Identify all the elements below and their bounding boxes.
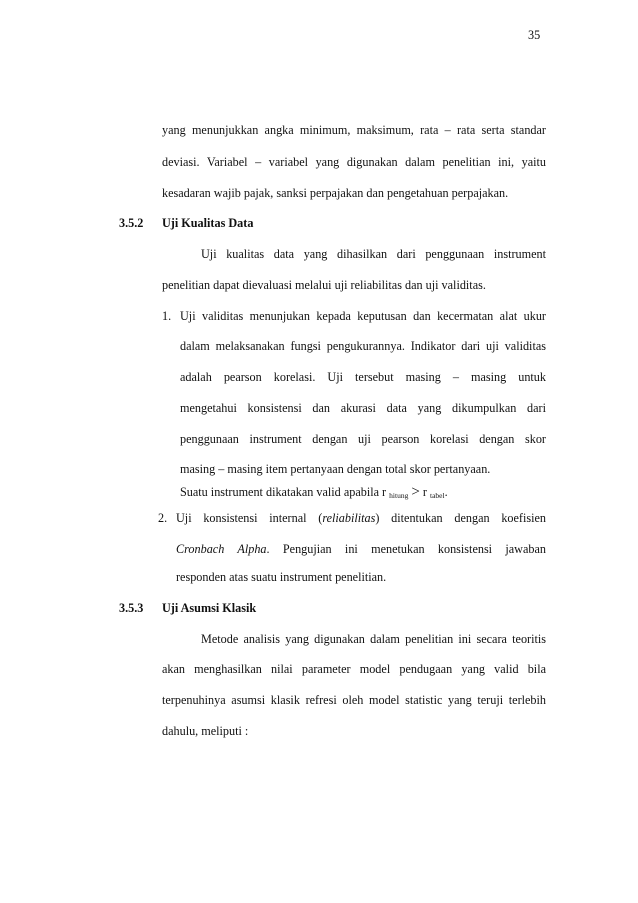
section-heading-3-5-3	[119, 600, 419, 616]
text-segment: ) ditentukan dengan koefisien	[375, 511, 547, 525]
subscript-tabel: tabel	[430, 491, 445, 500]
list-item-line: penggunaan instrument dengan uji pearson korelasi dengan skor	[180, 432, 546, 446]
list-marker: 2.	[158, 511, 168, 525]
paragraph-line: kesadaran wajib pajak, sanksi perpajakan dan pengetahuan perpajakan.	[162, 186, 509, 200]
list-item-line: Uji validitas menunjukan kepada keputusan dan kecermatan alat ukur	[180, 309, 546, 323]
italic-term-reliabilitas: reliabilitas	[322, 511, 376, 525]
valid-condition-line	[180, 484, 448, 500]
subscript-hitung: hitung	[389, 491, 409, 500]
list-item-line: mengetahui konsistensi dan akurasi data yang dikumpulkan dari	[180, 401, 546, 415]
list-item-line: adalah pearson korelasi. Uji tersebut masing – masing untuk	[180, 370, 546, 384]
list-item-line	[176, 510, 546, 526]
r-variable: r	[422, 485, 427, 499]
section-title: Uji Asumsi Klasik	[162, 601, 257, 615]
section-heading-3-5-2	[119, 215, 419, 231]
list-item-line: dalam melaksanakan fungsi pengukurannya. Indikator dari uji validitas	[180, 339, 546, 353]
italic-term-cronbach-alpha: Cronbach Alpha	[176, 542, 267, 556]
section-title: Uji Kualitas Data	[162, 216, 254, 230]
paragraph-line: deviasi. Variabel – variabel yang digunakan dalam penelitian ini, yaitu	[162, 155, 546, 169]
period: .	[444, 485, 448, 499]
list-item-line	[176, 541, 546, 557]
valid-condition-text: Suatu instrument dikatakan valid apabila r	[180, 485, 387, 499]
paragraph-line: penelitian dapat dievaluasi melalui uji reliabilitas dan uji validitas.	[162, 278, 486, 292]
list-item-line: masing – masing item pertanyaan dengan total skor pertanyaan.	[180, 462, 491, 476]
paragraph-line: dahulu, meliputi :	[162, 724, 249, 738]
page-number: 35	[528, 28, 541, 42]
paragraph-line: yang menunjukkan angka minimum, maksimum, rata – rata serta standar	[162, 123, 546, 137]
paragraph-line: terpenuhinya asumsi klasik refresi oleh model statistic yang teruji terlebih	[162, 693, 546, 707]
list-marker: 1.	[162, 309, 172, 323]
paragraph-line: Metode analisis yang digunakan dalam penelitian ini secara teoritis	[201, 632, 546, 646]
text-segment: . Pengujian ini menetukan konsistensi jawaban	[266, 542, 546, 556]
section-number: 3.5.2	[119, 216, 144, 230]
greater-than-symbol: >	[411, 484, 420, 500]
section-number: 3.5.3	[119, 601, 144, 615]
list-item-line: responden atas suatu instrument penelitian.	[176, 570, 387, 584]
paragraph-line: akan menghasilkan nilai parameter model pendugaan yang valid bila	[162, 662, 546, 676]
paragraph-line: Uji kualitas data yang dihasilkan dari penggunaan instrument	[201, 247, 546, 261]
text-segment: Uji konsistensi internal (	[176, 511, 323, 525]
